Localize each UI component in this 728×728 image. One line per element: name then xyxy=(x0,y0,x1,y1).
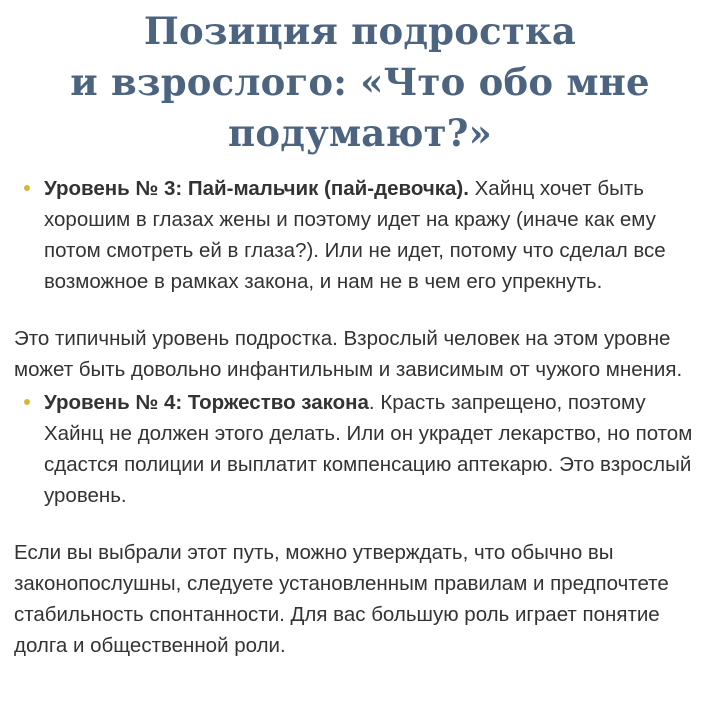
bullet-text: Хайнц хочет быть хорошим в глазах жены и поэтому идет на кражу (иначе как ему потом смотреть ей в глаза?). Или не идет, потому что сделал все возможное в рамках закона, и нам не в чем его упрекнуть. xyxy=(44,177,666,293)
bullet-heading: Уровень № 4: Торжество закона xyxy=(44,391,369,414)
title-line-3: подумают?» xyxy=(228,111,492,155)
title-line-1: Позиция подростка xyxy=(143,9,577,53)
paragraph-teen-level: Это типичный уровень подростка. Взрослый человек на этом уровне может быть довольно инфантильным и зависимым от чужого мнения. xyxy=(14,327,683,381)
bullet-dot-icon xyxy=(24,399,30,405)
bullet-level-4 xyxy=(14,387,706,511)
bullet-level-3 xyxy=(14,173,706,297)
slide xyxy=(0,6,728,728)
page-title xyxy=(14,6,706,159)
bullet-text: . Красть запрещено, поэтому Хайнц не должен этого делать. Или он украдет лекарство, но потом сдастся полиции и выплатит компенсацию аптекарю. Это взрослый уровень. xyxy=(44,391,693,507)
bullet-heading: Уровень № 3: Пай-мальчик (пай-девочка). xyxy=(44,177,469,200)
paragraph-law-abiding: Если вы выбрали этот путь, можно утверждать, что обычно вы законопослушны, следуете установленным правилам и предпочтете стабильность спонтанности. Для вас большую роль играет понятие долга и общественной роли. xyxy=(14,541,669,657)
bullet-dot-icon xyxy=(24,185,30,191)
title-line-2: и взрослого: «Что обо мне xyxy=(70,60,650,104)
